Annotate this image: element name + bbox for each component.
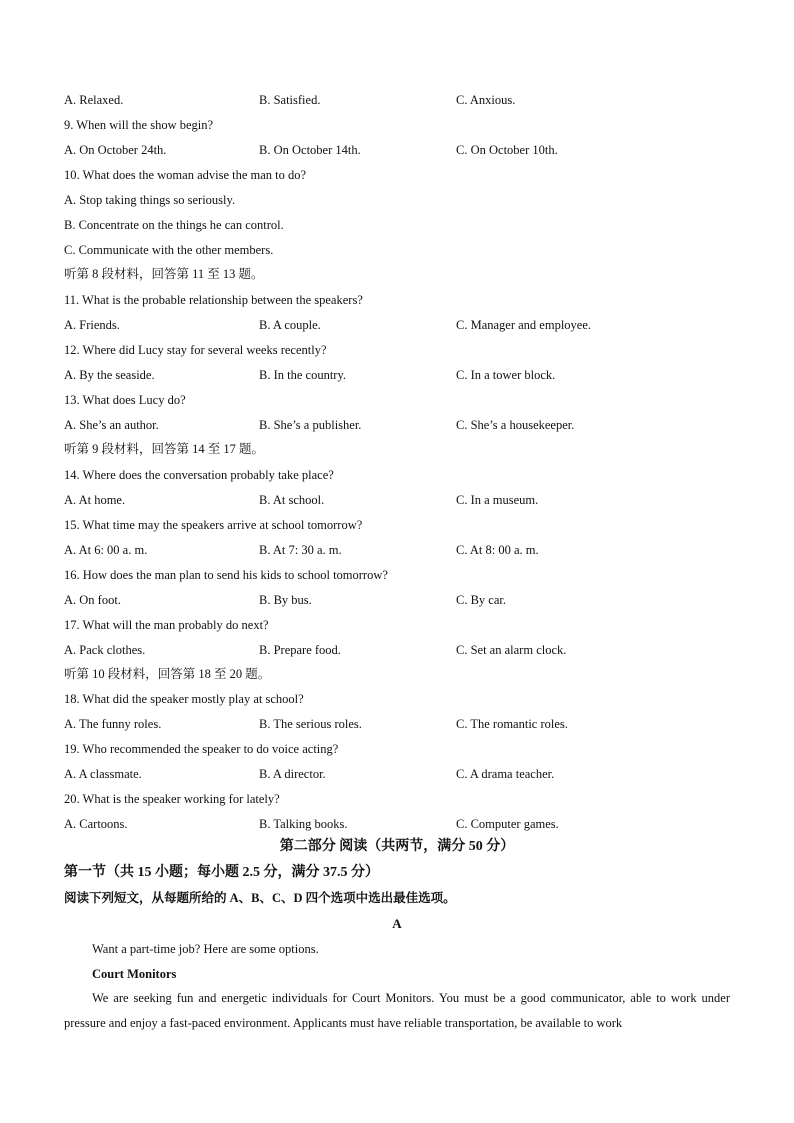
q19-options (64, 766, 744, 782)
q18-option-b: B. The serious roles. (259, 717, 362, 731)
reading-instruction: 阅读下列短文，从每题所给的 A、B、C、D 四个选项中选出最佳选项。 (64, 891, 456, 905)
q13-option-a: A. She’s an author. (64, 418, 159, 432)
q10-question: 10. What does the woman advise the man to do? (64, 168, 307, 182)
q11-options (64, 317, 744, 333)
q18-question: 18. What did the speaker mostly play at school? (64, 692, 304, 706)
q8-option-a: A. Relaxed. (64, 93, 124, 107)
part2-title: 第二部分 阅读（共两节，满分 50 分） (279, 839, 515, 854)
q10-option-b: B. Concentrate on the things he can control. (64, 218, 284, 232)
q11-question: 11. What is the probable relationship between the speakers? (64, 293, 363, 307)
q12-option-b: B. In the country. (259, 368, 347, 382)
court-monitors-paragraph: We are seeking fun and energetic individuals for Court Monitors. You must be a good communicator, able to work under pressure and enjoy a fast-paced environment. Applicants must have reliable transportation, be available to work (64, 991, 730, 1030)
q14-option-c: C. In a museum. (456, 493, 539, 507)
q17-option-a: A. Pack clothes. (64, 643, 146, 657)
q12-question: 12. Where did Lucy stay for several weeks recently? (64, 343, 327, 357)
q9-option-b: B. On October 14th. (259, 143, 361, 157)
q8-option-b: B. Satisfied. (259, 93, 321, 107)
q18-option-c: C. The romantic roles. (456, 717, 568, 731)
q13-options (64, 417, 744, 433)
q16-option-b: B. By bus. (259, 593, 312, 607)
q17-question: 17. What will the man probably do next? (64, 618, 269, 632)
q18-option-a: A. The funny roles. (64, 717, 162, 731)
q14-options (64, 492, 744, 508)
court-monitors-heading: Court Monitors (92, 967, 177, 981)
q9-question: 9. When will the show begin? (64, 118, 214, 132)
q20-options (64, 816, 744, 832)
section8-instruction: 听第 8 段材料，回答第 11 至 13 题。 (64, 267, 264, 281)
q15-question: 15. What time may the speakers arrive at school tomorrow? (64, 518, 363, 532)
q15-option-b: B. At 7: 30 a. m. (259, 543, 342, 557)
q10-option-c: C. Communicate with the other members. (64, 243, 274, 257)
q12-options (64, 367, 744, 383)
q13-option-b: B. She’s a publisher. (259, 418, 362, 432)
q20-option-b: B. Talking books. (259, 817, 348, 831)
section1-title: 第一节（共 15 小题；每小题 2.5 分，满分 37.5 分） (64, 865, 379, 880)
q9-options (64, 142, 744, 158)
q20-option-c: C. Computer games. (456, 817, 559, 831)
q19-option-c: C. A drama teacher. (456, 767, 555, 781)
q20-question: 20. What is the speaker working for lately? (64, 792, 280, 806)
section9-instruction: 听第 9 段材料，回答第 14 至 17 题。 (64, 442, 265, 456)
q8-options (64, 92, 744, 108)
q19-option-b: B. A director. (259, 767, 326, 781)
section10-instruction: 听第 10 段材料，回答第 18 至 20 题。 (64, 667, 271, 681)
q16-question: 16. How does the man plan to send his kids to school tomorrow? (64, 568, 388, 582)
q20-option-a: A. Cartoons. (64, 817, 128, 831)
q16-option-a: A. On foot. (64, 593, 121, 607)
q18-options (64, 716, 744, 732)
q17-option-b: B. Prepare food. (259, 643, 341, 657)
q16-option-c: C. By car. (456, 593, 506, 607)
q15-options (64, 542, 744, 558)
q10-option-a: A. Stop taking things so seriously. (64, 193, 236, 207)
q8-option-c: C. Anxious. (456, 93, 516, 107)
q13-option-c: C. She’s a housekeeper. (456, 418, 575, 432)
q12-option-c: C. In a tower block. (456, 368, 556, 382)
q9-option-a: A. On October 24th. (64, 143, 167, 157)
q17-options (64, 642, 744, 658)
q17-option-c: C. Set an alarm clock. (456, 643, 567, 657)
q14-option-a: A. At home. (64, 493, 126, 507)
q19-question: 19. Who recommended the speaker to do voice acting? (64, 742, 339, 756)
q11-option-c: C. Manager and employee. (456, 318, 592, 332)
q11-option-a: A. Friends. (64, 318, 120, 332)
passage-letter: A (392, 916, 402, 931)
q12-option-a: A. By the seaside. (64, 368, 155, 382)
q13-question: 13. What does Lucy do? (64, 393, 186, 407)
passage-intro: Want a part-time job? Here are some options. (92, 942, 319, 956)
q11-option-b: B. A couple. (259, 318, 321, 332)
q15-option-a: A. At 6: 00 a. m. (64, 543, 148, 557)
q19-option-a: A. A classmate. (64, 767, 142, 781)
q15-option-c: C. At 8: 00 a. m. (456, 543, 539, 557)
q14-question: 14. Where does the conversation probably take place? (64, 468, 334, 482)
q9-option-c: C. On October 10th. (456, 143, 558, 157)
q16-options (64, 592, 744, 608)
q14-option-b: B. At school. (259, 493, 325, 507)
